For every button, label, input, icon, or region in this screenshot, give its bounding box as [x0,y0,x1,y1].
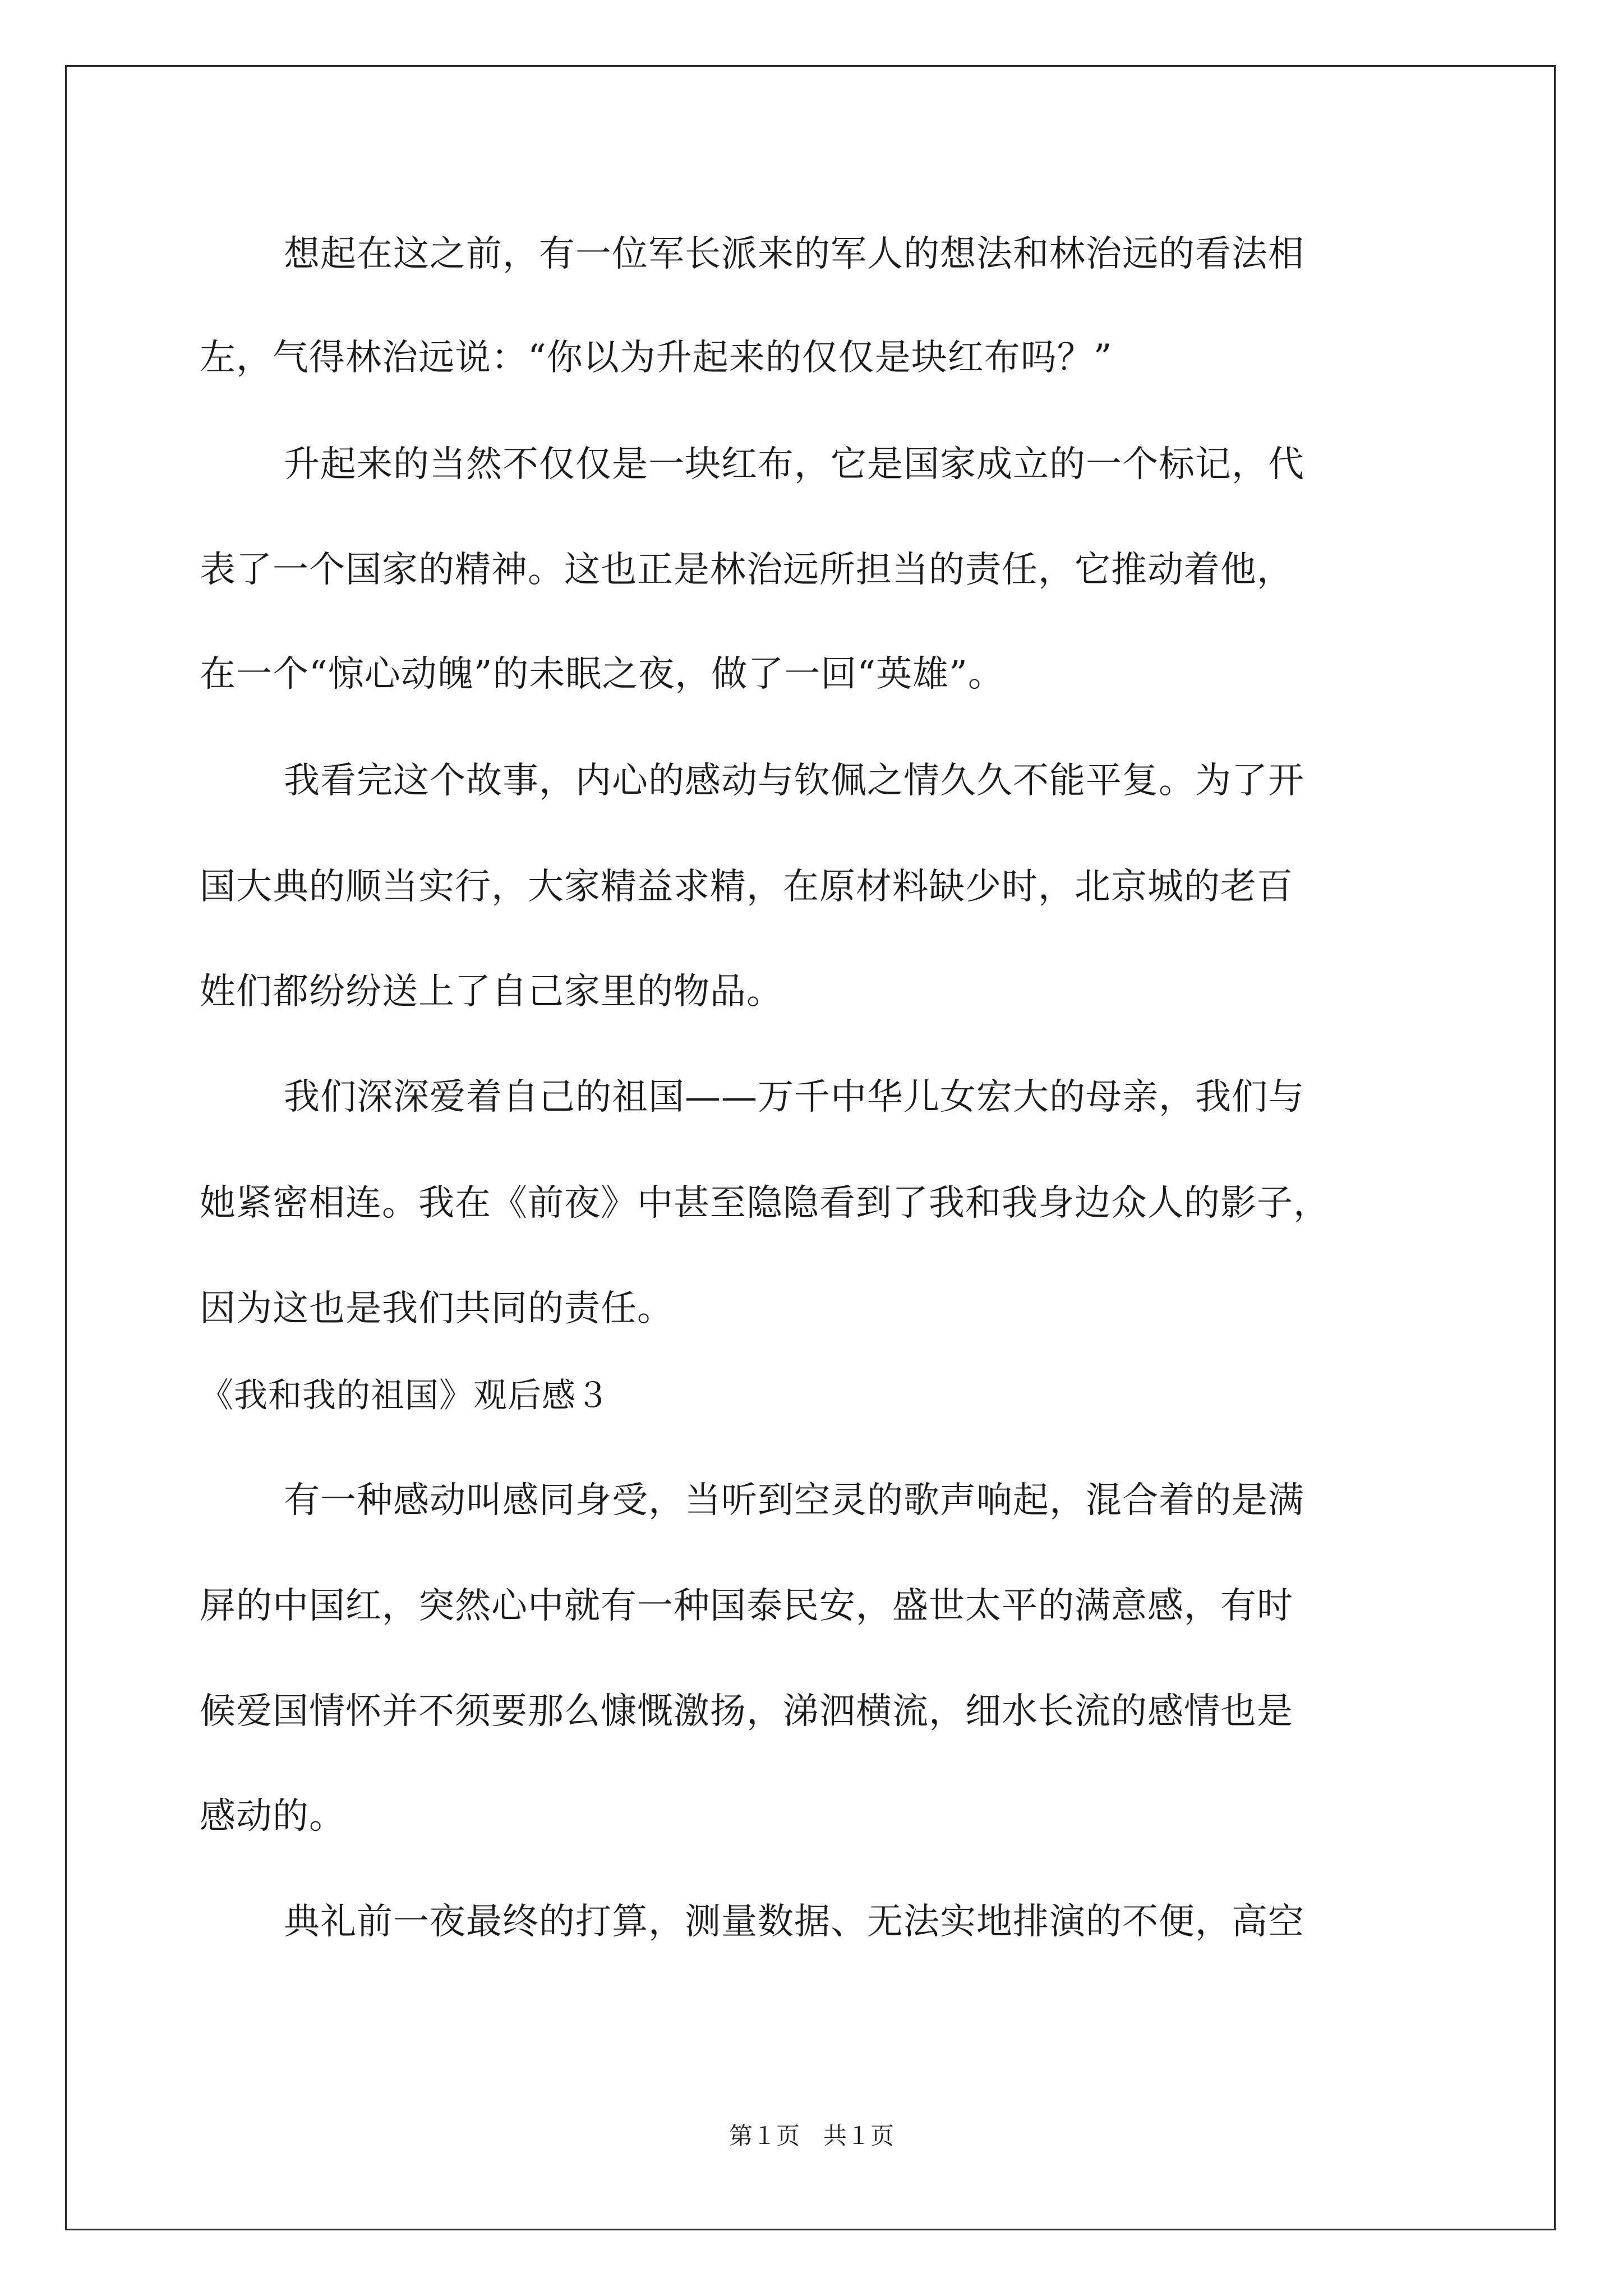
text-line: 典礼前一夜最终的打算，测量数据、无法实地排演的不便，高空 [284,1901,1304,1943]
text-line: 候爱国情怀并不须要那么慷慨激扬，涕泗横流，细水长流的感情也是 [200,1691,1293,1732]
text-line: 因为这也是我们共同的责任。 [200,1288,674,1329]
text-line: 她紧密相连。我在《前夜》中甚至隐隐看到了我和我身边众人的影子， [200,1182,1330,1224]
section-heading: 《我和我的祖国》观后感３ [200,1376,610,1415]
text-line: 我们深深爱着自己的祖国——万千中华儿女宏大的母亲，我们与 [284,1076,1304,1118]
text-line: 有一种感动叫感同身受，当听到空灵的歌声响起，混合着的是满 [284,1480,1304,1521]
text-line: 姓们都纷纷送上了自己家里的物品。 [200,971,783,1013]
text-line: 国大典的顺当实行，大家精益求精，在原材料缺少时，北京城的老百 [200,866,1293,908]
text-line: 屏的中国红，突然心中就有一种国泰民安，盛世太平的满意感，有时 [200,1585,1293,1627]
text-line: 左，气得林治远说：“你以为升起来的仅仅是块红布吗？” [200,337,1113,379]
text-line: 升起来的当然不仅仅是一块红布，它是国家成立的一个标记，代 [284,444,1304,485]
text-line: 感动的。 [200,1796,345,1837]
text-line: 在一个“惊心动魄”的未眠之夜，做了一回“英雄”。 [200,654,1004,695]
page-footer: 第１页 共１页 [728,2122,894,2150]
text-line: 我看完这个故事，内心的感动与钦佩之情久久不能平复。为了开 [284,760,1304,802]
text-line: 想起在这之前，有一位军长派来的军人的想法和林治远的看法相 [284,233,1304,275]
text-line: 表了一个国家的精神。这也正是林治远所担当的责任，它推动着他， [200,549,1293,591]
